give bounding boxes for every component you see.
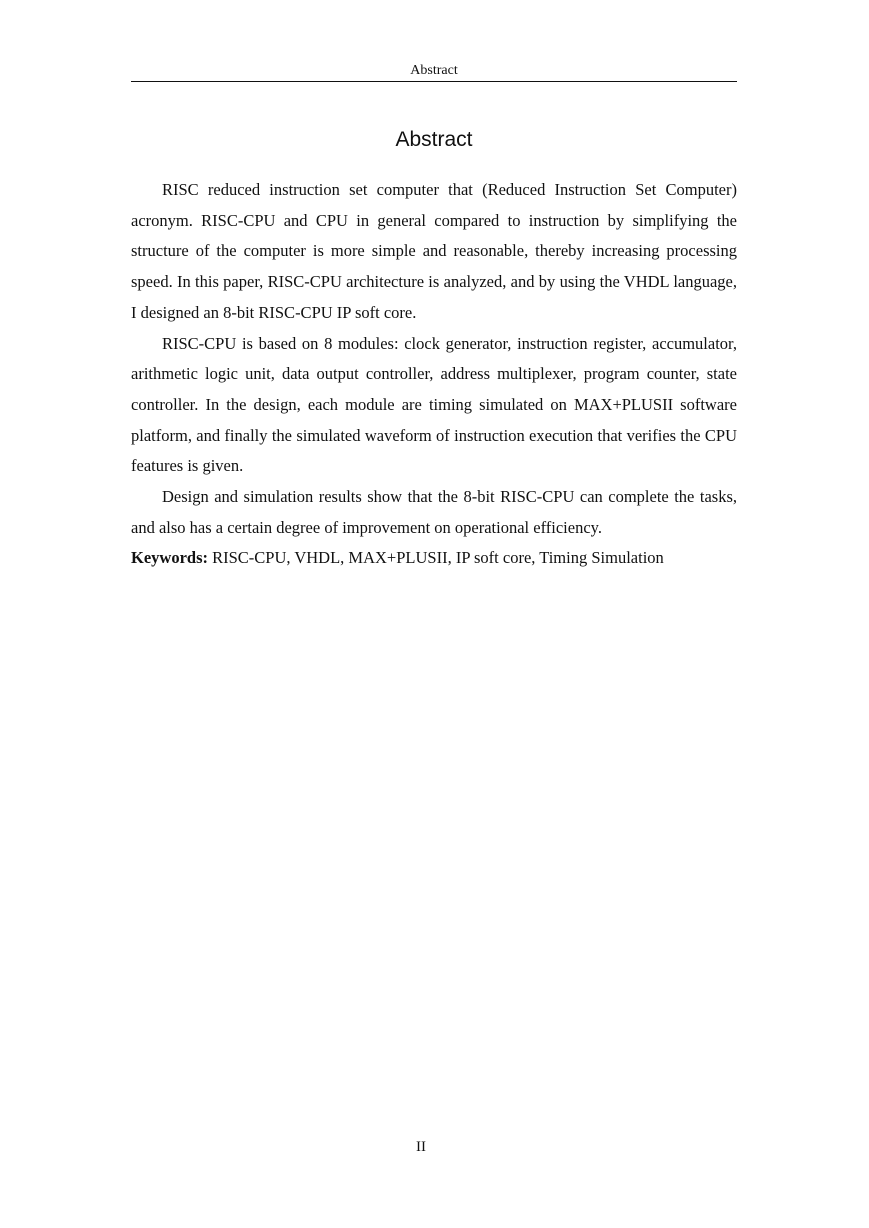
page-number: II [416, 1139, 426, 1155]
running-header: Abstract [410, 63, 458, 78]
abstract-paragraph-1: RISC reduced instruction set computer that (Reduced Instruction Set Computer) acronym. RISC-CPU and CPU in general compared to instruction by simplifying the structure of the computer is more simple and reasonable, thereby increasing processing speed. In this paper, RISC-CPU architecture is analyzed, and by using the VHDL language, I designed an 8-bit RISC-CPU IP soft core. [131, 180, 737, 322]
keywords-label: Keywords: [131, 548, 208, 568]
abstract-title: Abstract [395, 128, 473, 151]
header-rule [131, 81, 737, 82]
keywords-line [131, 543, 737, 574]
keywords-text: RISC-CPU, VHDL, MAX+PLUSII, IP soft core, Timing Simulation [208, 548, 664, 568]
abstract-paragraph-3: Design and simulation results show that the 8-bit RISC-CPU can complete the tasks, and also has a certain degree of improvement on operational efficiency. [131, 487, 737, 537]
abstract-body [131, 175, 737, 574]
abstract-paragraph-2: RISC-CPU is based on 8 modules: clock generator, instruction register, accumulator, arithmetic logic unit, data output controller, address multiplexer, program counter, state controller. In the design, each module are timing simulated on MAX+PLUSII software platform, and finally the simulated waveform of instruction execution that verifies the CPU features is given. [131, 333, 737, 476]
